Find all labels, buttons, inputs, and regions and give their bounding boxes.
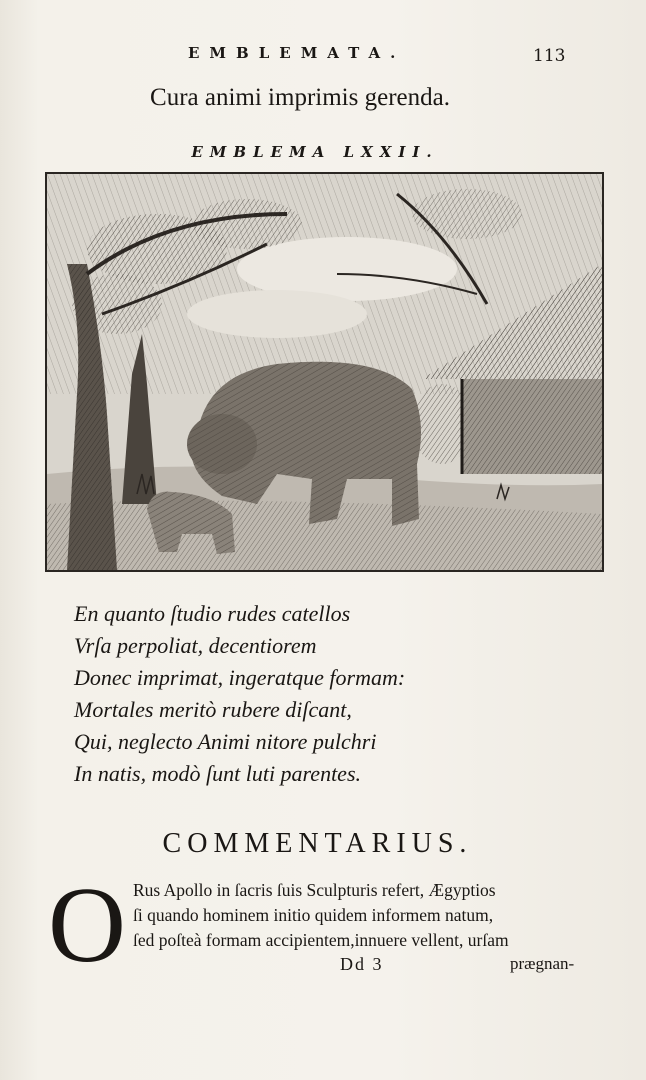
verse-line: In natis, modò ſunt luti parentes.	[74, 761, 362, 786]
text-line: ſi quando hominem initio quidem informem natum,	[133, 905, 494, 925]
page-footer	[0, 954, 646, 980]
drop-cap: O	[48, 866, 126, 985]
running-head	[0, 44, 646, 72]
running-title: EMBLEMATA.	[188, 44, 406, 62]
engraving-bear-licking-cub-icon	[47, 174, 602, 570]
page-number: 113	[533, 46, 566, 66]
engraving-illustration	[45, 172, 604, 572]
commentary-heading: COMMENTARIUS.	[162, 828, 473, 859]
emblem-motto: Cura animi imprimis gerenda.	[150, 84, 450, 111]
epigram-verse	[74, 598, 594, 790]
signature-mark: Dd 3	[340, 954, 384, 974]
verse-line: Mortales meritò rubere diſcant,	[74, 697, 352, 722]
text-line: Rus Apollo in ſacris ſuis Sculpturis refert, Ægyptios	[133, 880, 496, 900]
verse-line: Qui, neglecto Animi nitore pulchri	[74, 729, 377, 754]
emblem-number: EMBLEMA LXXII.	[191, 143, 439, 161]
catchword: prægnan-	[510, 954, 575, 973]
verse-line: Vrſa perpoliat, decentiorem	[74, 633, 317, 658]
commentary-text	[133, 878, 593, 953]
text-line: ſed poſteà formam accipientem,innuere vellent, urſam	[133, 930, 509, 950]
verse-line: En quanto ſtudio rudes catellos	[74, 601, 351, 626]
verse-line: Donec imprimat, ingeratque formam:	[74, 665, 406, 690]
